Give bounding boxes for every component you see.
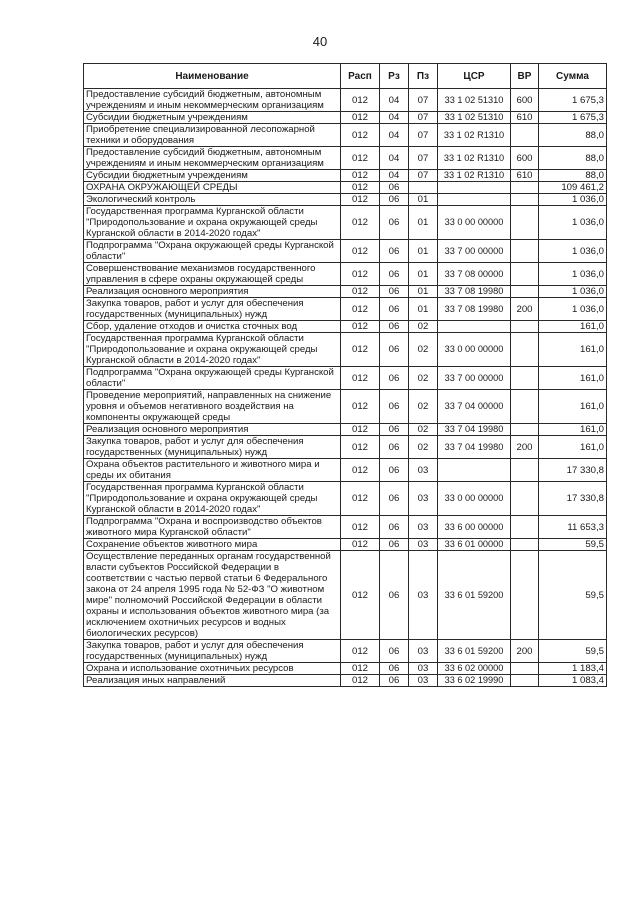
- table-row: [84, 124, 607, 147]
- rz-cell: 06: [380, 240, 409, 263]
- pz-cell: 01: [409, 240, 438, 263]
- sum-cell: 1 083,4: [539, 675, 607, 687]
- rz-cell: 04: [380, 147, 409, 170]
- sum-cell: 161,0: [539, 424, 607, 436]
- name-cell: Реализация иных направлений: [84, 675, 341, 687]
- rz-cell: 04: [380, 112, 409, 124]
- pz-cell: 02: [409, 333, 438, 367]
- vr-cell: 600: [511, 89, 539, 112]
- sum-cell: 1 036,0: [539, 263, 607, 286]
- vr-cell: [511, 194, 539, 206]
- sum-cell: 1 036,0: [539, 194, 607, 206]
- name-cell: Реализация основного мероприятия: [84, 286, 341, 298]
- table-row: [84, 286, 607, 298]
- pz-cell: 03: [409, 640, 438, 663]
- header-csr: ЦСР: [438, 64, 511, 89]
- vr-cell: 200: [511, 640, 539, 663]
- pz-cell: [409, 182, 438, 194]
- csr-cell: 33 6 02 00000: [438, 663, 511, 675]
- sum-cell: 161,0: [539, 367, 607, 390]
- csr-cell: 33 1 02 R1310: [438, 124, 511, 147]
- vr-cell: 610: [511, 112, 539, 124]
- table-row: [84, 321, 607, 333]
- vr-cell: [511, 663, 539, 675]
- csr-cell: 33 7 04 19980: [438, 436, 511, 459]
- name-cell: Совершенствование механизмов государственного управления в сфере охраны окружающей среды: [84, 263, 341, 286]
- csr-cell: [438, 194, 511, 206]
- csr-cell: [438, 459, 511, 482]
- csr-cell: 33 6 00 00000: [438, 516, 511, 539]
- page-number: 40: [312, 34, 328, 49]
- sum-cell: 161,0: [539, 321, 607, 333]
- name-cell: Осуществление переданных органам государственной власти субъектов Российской Федерации в соответствии с частью первой статьи 6 Федерального закона от 24 апреля 1995 года № 52-ФЗ "О животном мире" полномочий Российской Федерации в области охраны и использования объектов животного мира (за исключением охотничьих ресурсов и водных биологических ресурсов): [84, 551, 341, 640]
- pz-cell: 03: [409, 551, 438, 640]
- table-row: [84, 240, 607, 263]
- csr-cell: 33 7 08 19980: [438, 286, 511, 298]
- header-pz: Пз: [409, 64, 438, 89]
- pz-cell: 07: [409, 89, 438, 112]
- table-row: [84, 459, 607, 482]
- sum-cell: 17 330,8: [539, 459, 607, 482]
- table-row: [84, 663, 607, 675]
- rz-cell: 06: [380, 390, 409, 424]
- csr-cell: 33 7 08 00000: [438, 263, 511, 286]
- sum-cell: 1 675,3: [539, 89, 607, 112]
- sum-cell: 161,0: [539, 436, 607, 459]
- table-row: [84, 436, 607, 459]
- table-header-row: [84, 64, 607, 89]
- vr-cell: [511, 551, 539, 640]
- vr-cell: [511, 240, 539, 263]
- pz-cell: 02: [409, 424, 438, 436]
- vr-cell: 200: [511, 298, 539, 321]
- rasp-cell: 012: [341, 551, 380, 640]
- table-row: [84, 298, 607, 321]
- rasp-cell: 012: [341, 194, 380, 206]
- vr-cell: [511, 321, 539, 333]
- rasp-cell: 012: [341, 321, 380, 333]
- pz-cell: 03: [409, 459, 438, 482]
- vr-cell: [511, 206, 539, 240]
- sum-cell: 17 330,8: [539, 482, 607, 516]
- name-cell: Государственная программа Курганской области "Природопользование и охрана окружающей среды Курганской области в 2014-2020 годах": [84, 333, 341, 367]
- rasp-cell: 012: [341, 640, 380, 663]
- name-cell: Государственная программа Курганской области "Природопользование и охрана окружающей среды Курганской области в 2014-2020 годах": [84, 482, 341, 516]
- rasp-cell: 012: [341, 124, 380, 147]
- sum-cell: 161,0: [539, 333, 607, 367]
- rz-cell: 06: [380, 436, 409, 459]
- name-cell: Субсидии бюджетным учреждениям: [84, 112, 341, 124]
- table-row: [84, 112, 607, 124]
- vr-cell: [511, 367, 539, 390]
- name-cell: Подпрограмма "Охрана окружающей среды Курганской области": [84, 240, 341, 263]
- csr-cell: 33 1 02 51310: [438, 112, 511, 124]
- pz-cell: 03: [409, 663, 438, 675]
- vr-cell: [511, 333, 539, 367]
- sum-cell: 1 036,0: [539, 286, 607, 298]
- table-row: [84, 367, 607, 390]
- rz-cell: 06: [380, 182, 409, 194]
- name-cell: Экологический контроль: [84, 194, 341, 206]
- header-sum: Сумма: [539, 64, 607, 89]
- sum-cell: 11 653,3: [539, 516, 607, 539]
- sum-cell: 59,5: [539, 551, 607, 640]
- vr-cell: [511, 182, 539, 194]
- rz-cell: 06: [380, 286, 409, 298]
- rz-cell: 06: [380, 551, 409, 640]
- pz-cell: 03: [409, 482, 438, 516]
- name-cell: Закупка товаров, работ и услуг для обеспечения государственных (муниципальных) нужд: [84, 436, 341, 459]
- name-cell: Государственная программа Курганской области "Природопользование и охрана окружающей среды Курганской области в 2014-2020 годах": [84, 206, 341, 240]
- table-body: [84, 89, 607, 687]
- rz-cell: 06: [380, 367, 409, 390]
- table-row: [84, 640, 607, 663]
- rz-cell: 04: [380, 124, 409, 147]
- rz-cell: 06: [380, 263, 409, 286]
- table-row: [84, 390, 607, 424]
- rasp-cell: 012: [341, 367, 380, 390]
- csr-cell: 33 7 04 00000: [438, 390, 511, 424]
- name-cell: Подпрограмма "Охрана и воспроизводство объектов животного мира Курганской области": [84, 516, 341, 539]
- csr-cell: [438, 321, 511, 333]
- rasp-cell: 012: [341, 516, 380, 539]
- name-cell: Сбор, удаление отходов и очистка сточных вод: [84, 321, 341, 333]
- header-name: Наименование: [84, 64, 341, 89]
- name-cell: Субсидии бюджетным учреждениям: [84, 170, 341, 182]
- table-row: [84, 539, 607, 551]
- vr-cell: [511, 482, 539, 516]
- rz-cell: 06: [380, 333, 409, 367]
- pz-cell: 01: [409, 298, 438, 321]
- sum-cell: 161,0: [539, 390, 607, 424]
- table-row: [84, 170, 607, 182]
- sum-cell: 1 675,3: [539, 112, 607, 124]
- rasp-cell: 012: [341, 286, 380, 298]
- vr-cell: [511, 263, 539, 286]
- table-row: [84, 182, 607, 194]
- name-cell: Сохранение объектов животного мира: [84, 539, 341, 551]
- rasp-cell: 012: [341, 539, 380, 551]
- sum-cell: 59,5: [539, 640, 607, 663]
- csr-cell: 33 0 00 00000: [438, 482, 511, 516]
- rz-cell: 06: [380, 424, 409, 436]
- pz-cell: 01: [409, 206, 438, 240]
- pz-cell: 07: [409, 147, 438, 170]
- pz-cell: 07: [409, 170, 438, 182]
- table-row: [84, 675, 607, 687]
- pz-cell: 03: [409, 539, 438, 551]
- vr-cell: [511, 675, 539, 687]
- name-cell: Приобретение специализированной лесопожарной техники и оборудования: [84, 124, 341, 147]
- header-rz: Рз: [380, 64, 409, 89]
- pz-cell: 02: [409, 367, 438, 390]
- sum-cell: 109 461,2: [539, 182, 607, 194]
- vr-cell: [511, 286, 539, 298]
- name-cell: Предоставление субсидий бюджетным, автономным учреждениям и иным некоммерческим организациям: [84, 147, 341, 170]
- sum-cell: 1 036,0: [539, 298, 607, 321]
- csr-cell: [438, 182, 511, 194]
- pz-cell: 01: [409, 194, 438, 206]
- sum-cell: 1 183,4: [539, 663, 607, 675]
- budget-table: [83, 63, 607, 687]
- header-rasp: Расп: [341, 64, 380, 89]
- rasp-cell: 012: [341, 147, 380, 170]
- rz-cell: 06: [380, 640, 409, 663]
- table-row: [84, 194, 607, 206]
- name-cell: Охрана объектов растительного и животного мира и среды их обитания: [84, 459, 341, 482]
- rasp-cell: 012: [341, 436, 380, 459]
- rz-cell: 06: [380, 321, 409, 333]
- table-row: [84, 206, 607, 240]
- table-row: [84, 89, 607, 112]
- vr-cell: [511, 539, 539, 551]
- csr-cell: 33 6 02 19990: [438, 675, 511, 687]
- vr-cell: [511, 424, 539, 436]
- vr-cell: [511, 390, 539, 424]
- vr-cell: 600: [511, 147, 539, 170]
- csr-cell: 33 1 02 R1310: [438, 170, 511, 182]
- vr-cell: [511, 459, 539, 482]
- rz-cell: 06: [380, 298, 409, 321]
- name-cell: Подпрограмма "Охрана окружающей среды Курганской области": [84, 367, 341, 390]
- rz-cell: 06: [380, 459, 409, 482]
- rasp-cell: 012: [341, 482, 380, 516]
- table-row: [84, 551, 607, 640]
- pz-cell: 01: [409, 286, 438, 298]
- table-row: [84, 263, 607, 286]
- rasp-cell: 012: [341, 390, 380, 424]
- rasp-cell: 012: [341, 298, 380, 321]
- table-row: [84, 147, 607, 170]
- sum-cell: 1 036,0: [539, 206, 607, 240]
- csr-cell: 33 1 02 51310: [438, 89, 511, 112]
- csr-cell: 33 7 08 19980: [438, 298, 511, 321]
- rz-cell: 06: [380, 663, 409, 675]
- name-cell: Закупка товаров, работ и услуг для обеспечения государственных (муниципальных) нужд: [84, 640, 341, 663]
- csr-cell: 33 7 04 19980: [438, 424, 511, 436]
- csr-cell: 33 7 00 00000: [438, 240, 511, 263]
- csr-cell: 33 1 02 R1310: [438, 147, 511, 170]
- pz-cell: 07: [409, 112, 438, 124]
- sum-cell: 88,0: [539, 170, 607, 182]
- rz-cell: 06: [380, 539, 409, 551]
- csr-cell: 33 6 01 00000: [438, 539, 511, 551]
- rz-cell: 06: [380, 194, 409, 206]
- csr-cell: 33 0 00 00000: [438, 333, 511, 367]
- table-row: [84, 516, 607, 539]
- sum-cell: 1 036,0: [539, 240, 607, 263]
- name-cell: Охрана и использование охотничьих ресурсов: [84, 663, 341, 675]
- rasp-cell: 012: [341, 675, 380, 687]
- rasp-cell: 012: [341, 240, 380, 263]
- csr-cell: 33 0 00 00000: [438, 206, 511, 240]
- rasp-cell: 012: [341, 459, 380, 482]
- rz-cell: 06: [380, 516, 409, 539]
- vr-cell: [511, 516, 539, 539]
- rz-cell: 06: [380, 675, 409, 687]
- rasp-cell: 012: [341, 424, 380, 436]
- sum-cell: 88,0: [539, 124, 607, 147]
- vr-cell: 610: [511, 170, 539, 182]
- rasp-cell: 012: [341, 112, 380, 124]
- rasp-cell: 012: [341, 170, 380, 182]
- vr-cell: [511, 124, 539, 147]
- name-cell: ОХРАНА ОКРУЖАЮЩЕЙ СРЕДЫ: [84, 182, 341, 194]
- rasp-cell: 012: [341, 89, 380, 112]
- pz-cell: 02: [409, 436, 438, 459]
- sum-cell: 88,0: [539, 147, 607, 170]
- rasp-cell: 012: [341, 663, 380, 675]
- name-cell: Реализация основного мероприятия: [84, 424, 341, 436]
- rz-cell: 06: [380, 206, 409, 240]
- pz-cell: 03: [409, 675, 438, 687]
- vr-cell: 200: [511, 436, 539, 459]
- csr-cell: 33 6 01 59200: [438, 640, 511, 663]
- header-vr: ВР: [511, 64, 539, 89]
- rz-cell: 06: [380, 482, 409, 516]
- table-row: [84, 424, 607, 436]
- csr-cell: 33 7 00 00000: [438, 367, 511, 390]
- table-row: [84, 333, 607, 367]
- name-cell: Закупка товаров, работ и услуг для обеспечения государственных (муниципальных) нужд: [84, 298, 341, 321]
- rasp-cell: 012: [341, 333, 380, 367]
- pz-cell: 07: [409, 124, 438, 147]
- table-row: [84, 482, 607, 516]
- rasp-cell: 012: [341, 182, 380, 194]
- rasp-cell: 012: [341, 263, 380, 286]
- rz-cell: 04: [380, 89, 409, 112]
- csr-cell: 33 6 01 59200: [438, 551, 511, 640]
- sum-cell: 59,5: [539, 539, 607, 551]
- rasp-cell: 012: [341, 206, 380, 240]
- rz-cell: 04: [380, 170, 409, 182]
- pz-cell: 01: [409, 263, 438, 286]
- pz-cell: 02: [409, 390, 438, 424]
- name-cell: Проведение мероприятий, направленных на снижение уровня и объемов негативного воздействия на компоненты окружающей среды: [84, 390, 341, 424]
- name-cell: Предоставление субсидий бюджетным, автономным учреждениям и иным некоммерческим организациям: [84, 89, 341, 112]
- pz-cell: 02: [409, 321, 438, 333]
- pz-cell: 03: [409, 516, 438, 539]
